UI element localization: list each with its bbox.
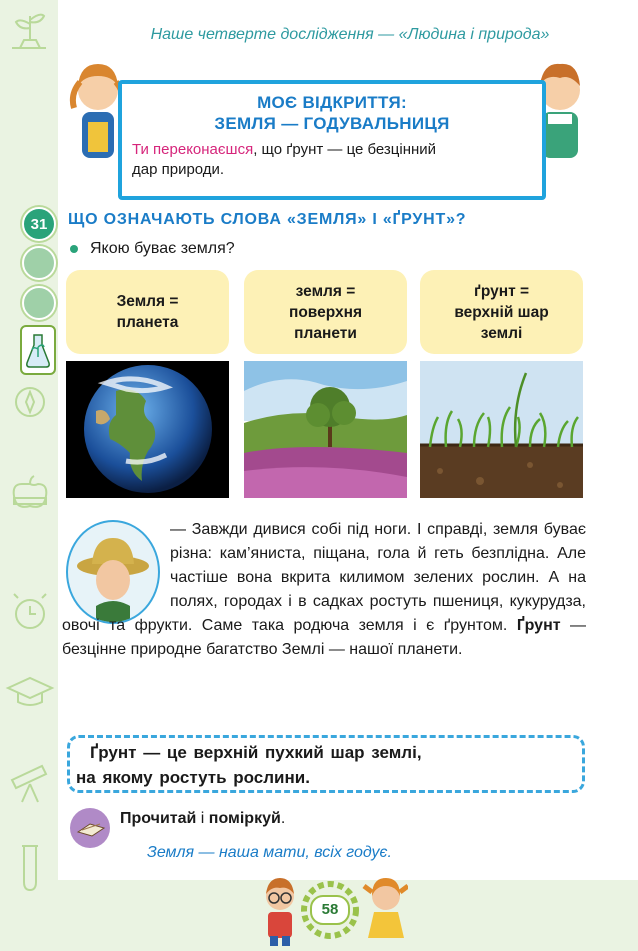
flask-icon [20,325,56,375]
telescope-icon [12,766,46,802]
page-number: 58 [310,895,350,925]
progress-dot [22,246,56,280]
task [120,810,285,828]
discovery-box [118,80,546,200]
text-indent [62,518,170,614]
task-verb-think: поміркуй [208,810,281,827]
card-line: поверхня [288,303,363,321]
discovery-text [132,140,532,180]
definition-line2: на якому ростуть рослини. [76,768,310,787]
compass-icon [16,388,44,416]
term-soil: Ґрунт [516,617,561,634]
earth-photo [66,361,229,498]
page-header: Наше четверте дослідження — «Людина і природа» [150,26,550,43]
discovery-title-2: ЗЕМЛЯ — ГОДУВАЛЬНИЦЯ [214,114,450,133]
discovery-text-rest: , що ґрунт — це безцінний [253,141,437,158]
task-verb-read: Прочитай [120,810,197,827]
sidebar [0,0,58,946]
question-text: Якою буває земля? [90,240,235,257]
progress-dot [22,286,56,320]
card-line: планета [116,314,179,331]
sidebar-icons [0,0,58,946]
task-dot: . [280,810,286,827]
test-tube-icon [22,846,38,890]
plant-icon [12,15,46,48]
card-line: ґрунт = [473,282,530,300]
question [70,240,235,258]
card-line: Земля = [116,293,179,310]
card-line: землі [480,324,523,342]
main-text-p2: — безцінне природне багатство Землі — нашої планети. [62,617,587,658]
main-text-p1: — Завжди дивися собі під ноги. І справді, земля буває різна: кам’яниста, піщана, гола й геть безплідна. Але частіше вона вкрита килимом зелених рослин. А на полях, городах і в садках ростуть пшениця, кукурудза, овочі та фрукти. Саме така родюча земля і є ґрунтом. [62,521,586,634]
apple-icon [14,476,47,507]
graduation-cap-icon [8,678,52,705]
bullet-icon [70,245,78,253]
proverb: Земля — наша мати, всіх годує. [147,844,392,861]
clock-icon [14,594,46,628]
card-planet [66,270,229,354]
landscape-photo [244,361,407,498]
card-line: планети [294,324,357,342]
book-icon [70,808,110,848]
definition-box [67,735,585,793]
soil-photo [420,361,583,498]
footer-boy [266,878,294,946]
card-soil [420,270,583,354]
discovery-text-line2: дар природи. [132,161,225,178]
lesson-number-badge: 31 [22,207,56,241]
card-line: верхній шар [454,303,549,321]
lesson-title: ЩО ОЗНАЧАЮТЬ СЛОВА «ЗЕМЛЯ» І «ҐРУНТ»? [68,211,467,228]
definition-line1: Ґрунт — це верхній пухкий шар землі, [90,743,422,762]
discovery-highlight: Ти переконаєшся [132,141,254,158]
card-surface [244,270,407,354]
main-text [62,518,586,662]
card-line: земля = [295,282,356,300]
discovery-title-1: МОЄ ВІДКРИТТЯ: [257,93,407,112]
task-and: і [196,810,209,827]
footer-girl [364,878,408,938]
